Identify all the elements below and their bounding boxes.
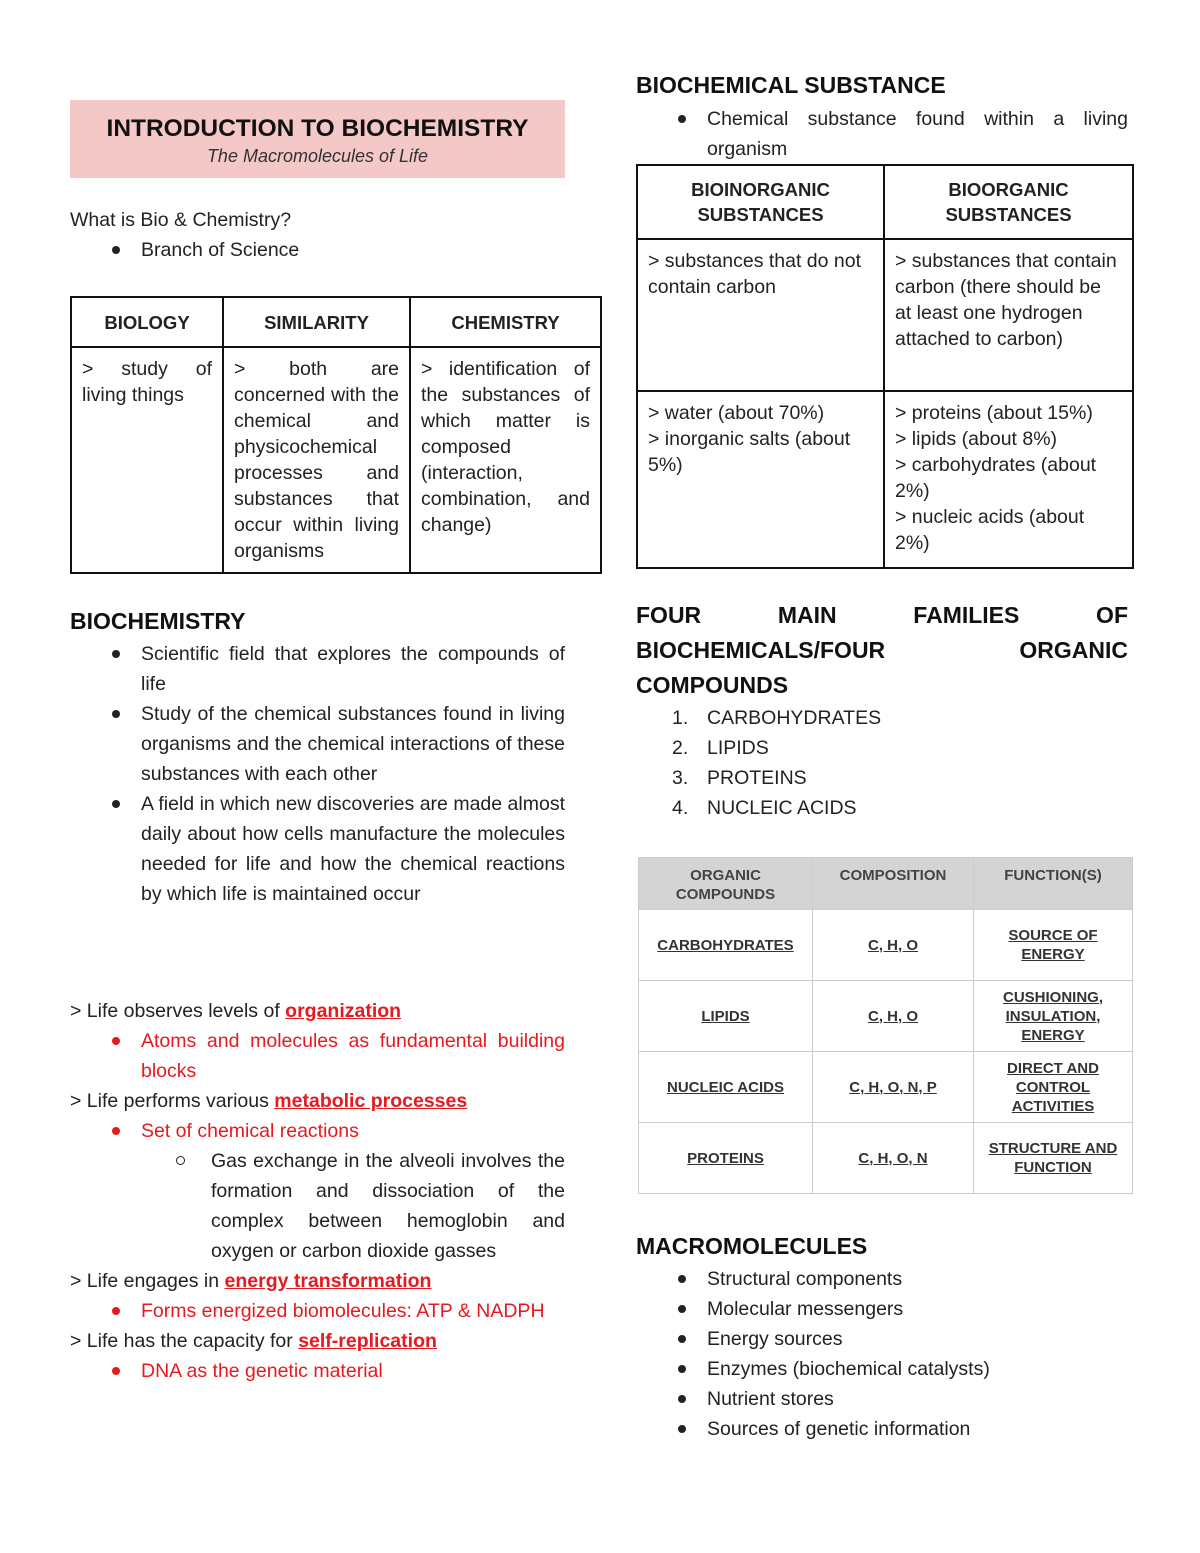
table-header: FUNCTION(S) [974, 858, 1133, 910]
list-item [636, 793, 1128, 823]
macromolecules-list [636, 1264, 1128, 1444]
table-cell: > both are concerned with the chemical and physicochemical processes and substances that occur within living organisms [223, 347, 410, 573]
life-sublist [70, 1356, 565, 1386]
table-cell: NUCLEIC ACIDS [639, 1052, 813, 1123]
table-header: SIMILARITY [223, 297, 410, 347]
life-line [70, 996, 565, 1026]
four-families-list [636, 703, 1128, 823]
list-item: Gas exchange in the alveoli involves the formation and dissociation of the complex between hemoglobin and oxygen or carbon dioxide gasses [70, 1146, 565, 1266]
list-item: DNA as the genetic material [70, 1356, 565, 1386]
cell-line: > carbohydrates (about 2%) [895, 454, 1097, 502]
item-number: 3. [672, 767, 689, 789]
item-label: PROTEINS [707, 767, 807, 789]
table-cell: CUSHIONING, INSULATION, ENERGY [974, 981, 1133, 1052]
life-line [70, 1266, 565, 1296]
life-prefix: > Life performs various [70, 1090, 275, 1112]
cell-line: > nucleic acids (about 2%) [895, 506, 1085, 554]
organic-compounds-table [638, 857, 1133, 1194]
table-cell [884, 391, 1133, 568]
list-item: Chemical substance found within a living organism [636, 104, 1128, 164]
table-cell [637, 391, 884, 568]
biochemical-substance-heading: BIOCHEMICAL SUBSTANCE [636, 72, 946, 98]
list-item: Nutrient stores [636, 1384, 1128, 1414]
item-label: NUCLEIC ACIDS [707, 797, 857, 819]
cell-line: > proteins (about 15%) [895, 402, 1093, 424]
life-properties [70, 996, 565, 1386]
list-item: Scientific field that explores the compounds of life [70, 639, 565, 699]
table-cell: > substances that do not contain carbon [637, 239, 884, 391]
list-item [636, 733, 1128, 763]
life-highlight: energy transformation [224, 1270, 432, 1292]
life-sublist [70, 1026, 565, 1086]
item-number: 2. [672, 737, 689, 759]
table-header: CHEMISTRY [410, 297, 601, 347]
item-number: 4. [672, 797, 689, 819]
table-cell: C, H, O, N, P [813, 1052, 974, 1123]
table-cell: C, H, O, N [813, 1123, 974, 1194]
title-banner [70, 100, 565, 178]
item-label: CARBOHYDRATES [707, 707, 882, 729]
life-subsublist [70, 1146, 565, 1266]
list-item: Branch of Science [70, 235, 565, 265]
list-item: Structural components [636, 1264, 1128, 1294]
life-prefix: > Life engages in [70, 1270, 225, 1292]
page-title: INTRODUCTION TO BIOCHEMISTRY [106, 115, 529, 142]
table-cell: PROTEINS [639, 1123, 813, 1194]
list-item: Enzymes (biochemical catalysts) [636, 1354, 1128, 1384]
cell-line: > inorganic salts (about 5%) [648, 428, 851, 476]
biochemistry-list [70, 639, 565, 909]
intro-question: What is Bio & Chemistry? [70, 209, 292, 231]
table-cell: LIPIDS [639, 981, 813, 1052]
life-line [70, 1086, 565, 1116]
list-item: Atoms and molecules as fundamental building blocks [70, 1026, 565, 1086]
list-item [636, 703, 1128, 733]
table-cell: > study of living things [71, 347, 223, 573]
list-item [636, 763, 1128, 793]
table-header: BIOINORGANIC SUBSTANCES [637, 165, 884, 239]
item-label: LIPIDS [707, 737, 769, 759]
table-cell: C, H, O [813, 981, 974, 1052]
table-cell: > substances that contain carbon (there should be at least one hydrogen attached to carbon) [884, 239, 1133, 391]
life-highlight: organization [285, 1000, 402, 1022]
biochemical-substance-list [636, 104, 1128, 164]
table-cell: STRUCTURE AND FUNCTION [974, 1123, 1133, 1194]
cell-line: > lipids (about 8%) [895, 428, 1058, 450]
table-header: BIOLOGY [71, 297, 223, 347]
substances-table [636, 164, 1134, 569]
list-item: Set of chemical reactions [70, 1116, 565, 1146]
table-cell: SOURCE OF ENERGY [974, 910, 1133, 981]
life-prefix: > Life observes levels of [70, 1000, 286, 1022]
table-cell: C, H, O [813, 910, 974, 981]
biochemistry-heading: BIOCHEMISTRY [70, 608, 246, 634]
intro-list [70, 235, 565, 265]
item-number: 1. [672, 707, 689, 729]
bio-chem-table [70, 296, 602, 574]
table-cell: CARBOHYDRATES [639, 910, 813, 981]
list-item: Sources of genetic information [636, 1414, 1128, 1444]
list-item: A field in which new discoveries are made almost daily about how cells manufacture the molecules needed for life and how the chemical reactions by which life is maintained occur [70, 789, 565, 909]
cell-line: > water (about 70%) [648, 402, 825, 424]
page-subtitle: The Macromolecules of Life [206, 146, 429, 166]
table-header: COMPOSITION [813, 858, 974, 910]
life-line [70, 1326, 565, 1356]
table-header: BIOORGANIC SUBSTANCES [884, 165, 1133, 239]
table-header: ORGANIC COMPOUNDS [639, 858, 813, 910]
table-cell: DIRECT AND CONTROL ACTIVITIES [974, 1052, 1133, 1123]
life-highlight: self-replication [298, 1330, 437, 1352]
life-prefix: > Life has the capacity for [70, 1330, 299, 1352]
macromolecules-heading: MACROMOLECULES [636, 1233, 868, 1259]
table-cell: > identification of the substances of which matter is composed (interaction, combination, and change) [410, 347, 601, 573]
list-item: Forms energized biomolecules: ATP & NADPH [70, 1296, 565, 1326]
life-highlight: metabolic processes [274, 1090, 468, 1112]
list-item: Molecular messengers [636, 1294, 1128, 1324]
four-families-heading: FOUR MAIN FAMILIES OF BIOCHEMICALS/FOUR ORGANIC COMPOUNDS [636, 602, 1128, 698]
list-item: Study of the chemical substances found in living organisms and the chemical interactions of these substances with each other [70, 699, 565, 789]
life-sublist [70, 1116, 565, 1146]
life-sublist [70, 1296, 565, 1326]
list-item: Energy sources [636, 1324, 1128, 1354]
